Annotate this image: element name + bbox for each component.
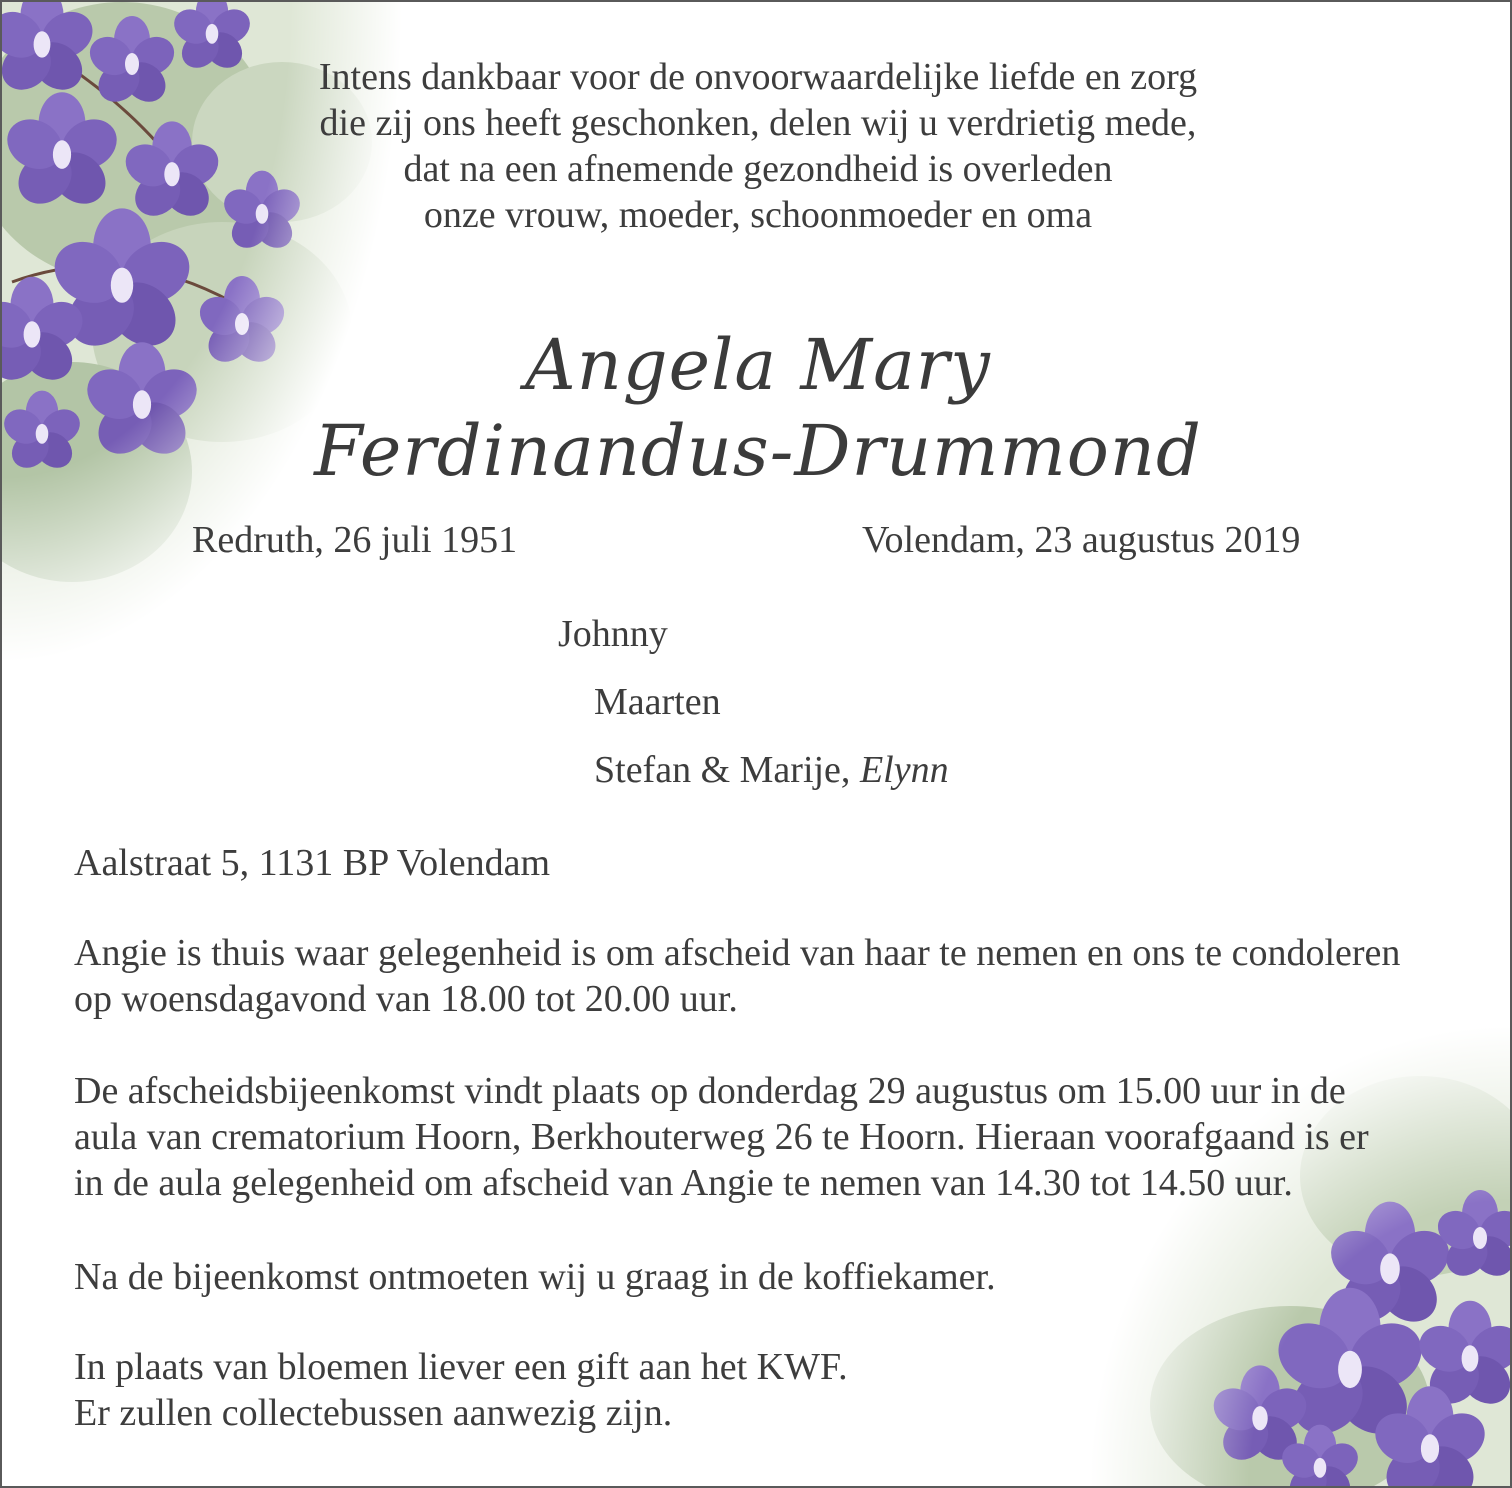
family-member: Maarten xyxy=(594,681,721,723)
family-member: Johnny xyxy=(558,613,668,655)
paragraph-line: aula van crematorium Hoorn, Berkhouterweg 26 te Hoorn. Hieraan voorafgaand is er xyxy=(74,1116,1369,1158)
paragraph-line: op woensdagavond van 18.00 tot 20.00 uur. xyxy=(74,978,738,1020)
family-member xyxy=(594,748,949,792)
paragraph-line: in de aula gelegenheid om afscheid van Angie te nemen van 14.30 tot 14.50 uur. xyxy=(74,1162,1293,1204)
intro-line: onze vrouw, moeder, schoonmoeder en oma xyxy=(423,194,1093,236)
paragraph-line: Er zullen collectebussen aanwezig zijn. xyxy=(74,1392,673,1434)
intro-line: dat na een afnemende gezondheid is overleden xyxy=(403,148,1113,190)
address-line: Aalstraat 5, 1131 BP Volendam xyxy=(74,842,551,884)
address xyxy=(74,840,1474,886)
family-member-name: Stefan & Marije, xyxy=(594,749,851,791)
gift-paragraph xyxy=(74,1344,1474,1436)
intro-line: Intens dankbaar voor de onvoorwaardelijke liefde en zorg xyxy=(318,56,1198,98)
birth-place-date: Redruth, 26 juli 1951 xyxy=(192,519,518,561)
coffee-paragraph xyxy=(74,1254,1474,1300)
visitation-paragraph xyxy=(74,930,1474,1022)
paragraph-line: De afscheidsbijeenkomst vindt plaats op donderdag 29 augustus om 15.00 uur in de xyxy=(74,1070,1346,1112)
deceased-surname: Ferdinandus-Drummond xyxy=(314,410,1202,492)
death-place-date: Volendam, 23 augustus 2019 xyxy=(862,519,1301,561)
intro-text xyxy=(252,54,1264,238)
paragraph-line: Na de bijeenkomst ontmoeten wij u graag in de koffiekamer. xyxy=(74,1256,996,1298)
paragraph-line: In plaats van bloemen liever een gift aan het KWF. xyxy=(74,1346,848,1388)
service-paragraph xyxy=(74,1068,1474,1206)
paragraph-line: Angie is thuis waar gelegenheid is om afscheid van haar te nemen en ons te condoleren xyxy=(74,932,1401,974)
deceased-first-names: Angela Mary xyxy=(525,324,991,406)
grandchild-name: Elynn xyxy=(859,749,949,791)
intro-line: die zij ons heeft geschonken, delen wij u verdrietig mede, xyxy=(319,102,1197,144)
